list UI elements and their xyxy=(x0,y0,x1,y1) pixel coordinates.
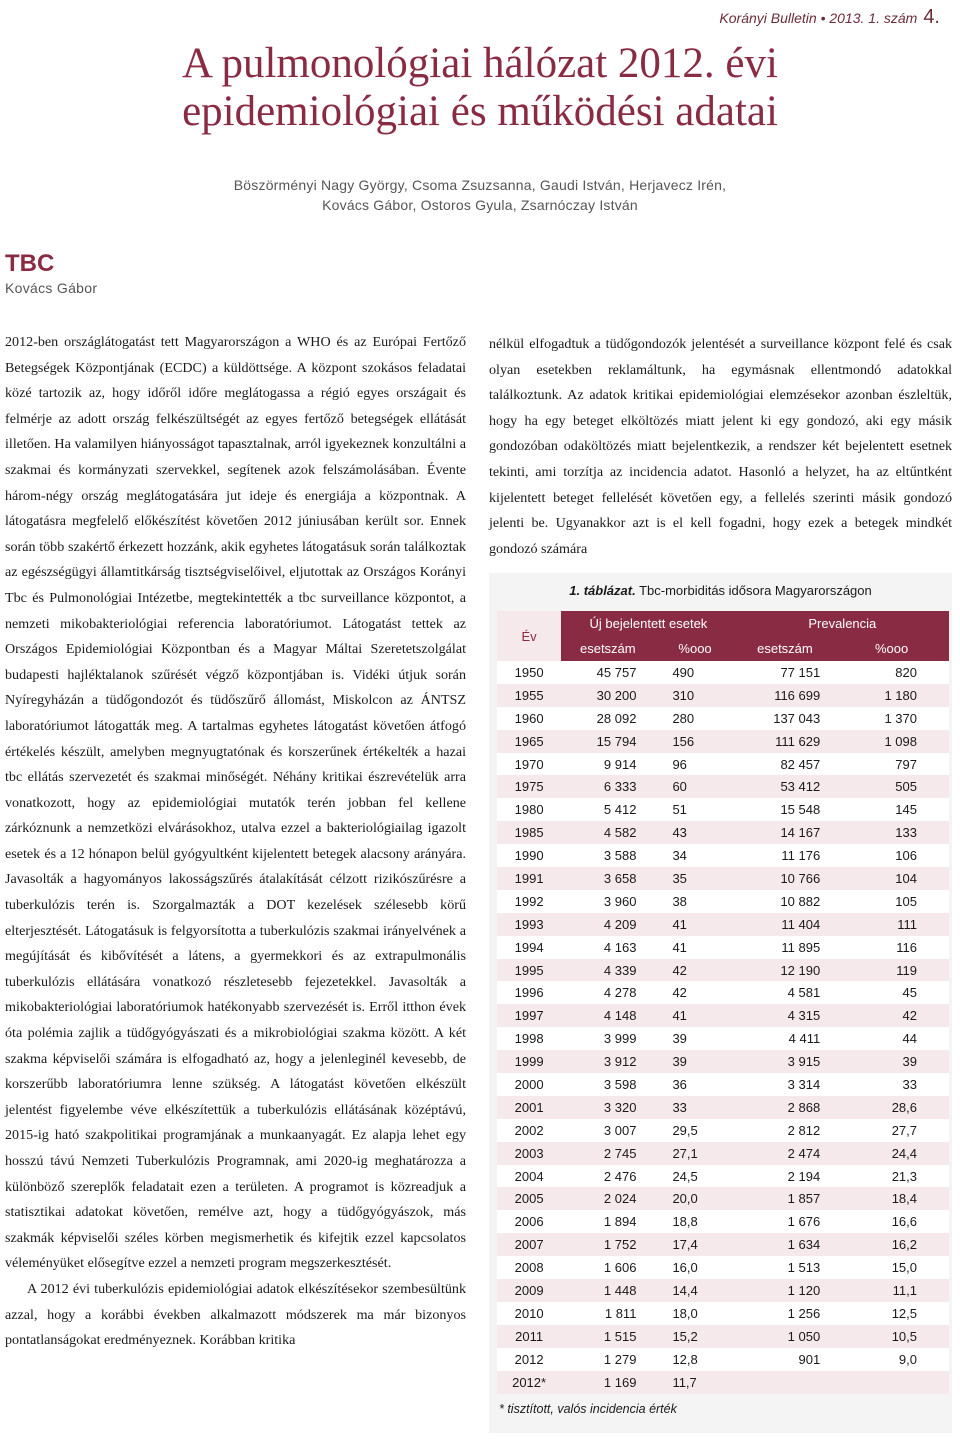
cell-new-rate: 29,5 xyxy=(654,1119,735,1142)
cell-prev-rate: 9,0 xyxy=(834,1348,949,1371)
left-column xyxy=(5,330,466,1354)
cell-prev-rate: 797 xyxy=(834,753,949,776)
cell-year: 1990 xyxy=(497,844,561,867)
cell-prev-rate: 27,7 xyxy=(834,1119,949,1142)
cell-prev-rate: 42 xyxy=(834,1004,949,1027)
cell-year: 1970 xyxy=(497,753,561,776)
cell-prev-count: 4 315 xyxy=(736,1004,835,1027)
cell-prev-count: 10 882 xyxy=(736,890,835,913)
cell-new-count: 30 200 xyxy=(561,684,654,707)
cell-prev-count xyxy=(736,1371,835,1394)
table-row xyxy=(497,890,949,913)
cell-year: 1998 xyxy=(497,1027,561,1050)
paragraph: 2012-ben országlátogatást tett Magyarországon a WHO és az Európai Fertőző Betegségek Központjának (ECDC) a küldöttsége. A központ szokásos feladatai közé tartozik az, hogy időről időre meglátogassa a régió egyes országait és felmérje az adott ország felkészültségét az egyes fertőző betegségek ellátását illetően. Ha valamilyen hiányosságot tapasztalnak, arról igyekeznek konzultálni a szakmai és kormányzati szervekkel, segítenek azok felszámolásában. Évente három-négy ország meglátogatására jut ideje és energiája a központnak. A látogatásra megfelelő előkészítést követően 2012 júniusában került sor. Ennek során több szakértő érkezett hozzánk, akik egyhetes látogatásuk során találkoztak az egészségügyi államtitkárság tisztségviselőivel, eljutottak az Országos Korányi Tbc és Pulmonológiai Intézetbe, megtekintették a tbc surveillance központot, a nemzeti mikobakteriológiai referencia laboratóriumot. Látogatást tettek az Országos Epidemiológiai Központban és a Magyar Máltai Szeretetszolgálat budapesti hajléktalanok szűrését végző központjában is. Vidéki útjuk során Nyíregyházán a tüdőgondozót és tüdőszűrő állomást, Miskolcon az ÁNTSZ laboratóriumot látogatták meg. A tartalmas egyhetes látogatást követően átfogó értékelés készült, amelyben megnyugtatónak és korszerűnek értékelték a hazai tbc ellátás szervezetét és szakmai minőségét. Néhány kritikai észrevételük arra vonatkozott, hogy az epidemiológiai mutatók terén jobban fel kellene zárkóznunk a nemzetközi elvárásokhoz, utalva ezzel a bakteriológiailag igazolt esetek és a 12 hónapon belül gyógyultként kijelentett betegek alacsony arányára. Javasolták a hagyományos lakosságszűrés átalakítását célzott rizikószűrésre a tuberkulózis terén is. Szorgalmazták a DOT kezelések szélesebb körű elterjesztését. Látogatásuk is felgyorsította a tuberkulózis szakmai irányelvének a megújítását és kibővítését a látens, a gyermekkori és az extrapulmonális tuberkulózis ellátására vonatkozó részletesebb fejezetekkel. Javasolták a mikobakteriológiai laboratóriumok hatékonyabb szervezését is. Erről itthon évek óta polémia zajlik a tüdőgyógyászati és a mikrobiológiai szakma között. A két szakma képviselői számára is elfogadható az, hogy a jelenleginél kevesebb, de korszerűbb laboratóriumra lenne szükség. A látogatást követően elkészült jelentést figyelembe véve elkészítettük a tuberkulózis ellátásának középtávú, 2015-ig ható szakpolitikai programjának a munkaanyagát. Ez alapja lehet egy hosszú távú Nemzeti Tuberkulózis Programnak, ami 2020-ig meghatározza a különböző szereplők feladatait ezen a területen. A programot is közreadjuk a statisztikai adatokat követően, remélve azt, hogy a tüdőgyógyászok, más szakmák képviselői széles körben megismerhetik és kifejtik ezzel kapcsolatos véleményüket elősegítve ezzel a nemzeti program megszerkesztését. xyxy=(5,334,466,1272)
cell-year: 2007 xyxy=(497,1233,561,1256)
cell-year: 1991 xyxy=(497,867,561,890)
cell-new-count: 1 752 xyxy=(561,1233,654,1256)
cell-new-rate: 20,0 xyxy=(654,1187,735,1210)
table-row xyxy=(497,1096,949,1119)
cell-prev-count: 1 256 xyxy=(736,1302,835,1325)
cell-new-rate: 33 xyxy=(654,1096,735,1119)
cell-prev-count: 137 043 xyxy=(736,707,835,730)
cell-year: 2005 xyxy=(497,1187,561,1210)
cell-new-count: 9 914 xyxy=(561,753,654,776)
cell-new-rate: 43 xyxy=(654,821,735,844)
cell-new-count: 3 960 xyxy=(561,890,654,913)
cell-new-count: 3 007 xyxy=(561,1119,654,1142)
table-row xyxy=(497,1142,949,1165)
cell-prev-count: 4 581 xyxy=(736,981,835,1004)
right-column xyxy=(489,332,952,562)
cell-prev-rate: 44 xyxy=(834,1027,949,1050)
cell-new-rate: 36 xyxy=(654,1073,735,1096)
cell-new-count: 4 163 xyxy=(561,936,654,959)
cell-prev-rate: 111 xyxy=(834,913,949,936)
cell-prev-rate: 16,6 xyxy=(834,1210,949,1233)
cell-new-count: 4 582 xyxy=(561,821,654,844)
cell-prev-count: 14 167 xyxy=(736,821,835,844)
paragraph: nélkül elfogadtuk a tüdőgondozók jelentését a surveillance központ felé és csak olyan esetekben reklamáltunk, ha egymásnak ellentmondó adatokkal találkoztunk. Az adatok kritikai epidemiológiai elemzésekor azonban észleltük, hogy ha egy beteget elköltözés miatt jelent ki egy gondozó, aki egy másik gondozóban odaköltözés miatt bejelentkezik, a rendszer két bejelentett esetnek tekinti, ami torzítja az incidencia adatot. Hasonló a helyzet, ha az eltűntként kijelentett beteget fellelését követően egy, a fellelés szerinti másik gondozó jelenti be. Ugyanakkor azt is el kell fogadni, hogy ezek a betegek mindkét gondozó számára xyxy=(489,336,952,557)
cell-prev-count: 3 314 xyxy=(736,1073,835,1096)
cell-new-rate: 156 xyxy=(654,730,735,753)
bulletin-title: Korányi Bulletin • 2013. 1. szám xyxy=(719,10,918,26)
cell-new-rate: 18,0 xyxy=(654,1302,735,1325)
title-line-2: epidemiológiai és működési adatai xyxy=(182,88,778,135)
cell-new-count: 4 278 xyxy=(561,981,654,1004)
cell-prev-rate: 45 xyxy=(834,981,949,1004)
table-row xyxy=(497,684,949,707)
group-prevalence-header: Prevalencia xyxy=(736,611,949,636)
cell-prev-rate: 28,6 xyxy=(834,1096,949,1119)
cell-year: 2004 xyxy=(497,1165,561,1188)
cell-year: 2011 xyxy=(497,1325,561,1348)
cell-new-count: 1 279 xyxy=(561,1348,654,1371)
group-new-cases-header: Új bejelentett esetek xyxy=(561,611,735,636)
cell-prev-count: 11 404 xyxy=(736,913,835,936)
cell-prev-rate: 820 xyxy=(834,661,949,684)
cell-new-rate: 41 xyxy=(654,1004,735,1027)
cell-year: 2000 xyxy=(497,1073,561,1096)
cell-year: 2008 xyxy=(497,1256,561,1279)
cell-prev-rate: 33 xyxy=(834,1073,949,1096)
cell-new-rate: 41 xyxy=(654,936,735,959)
cell-year: 2009 xyxy=(497,1279,561,1302)
author-list xyxy=(0,175,960,215)
cell-new-count: 1 448 xyxy=(561,1279,654,1302)
cell-year: 1950 xyxy=(497,661,561,684)
cell-new-count: 6 333 xyxy=(561,775,654,798)
cell-prev-rate: 1 370 xyxy=(834,707,949,730)
sub-rate2-header: %ooo xyxy=(834,636,949,661)
sub-count2-header: esetszám xyxy=(736,636,835,661)
cell-year: 1997 xyxy=(497,1004,561,1027)
table-row xyxy=(497,1302,949,1325)
cell-year: 2012* xyxy=(497,1371,561,1394)
cell-year: 2001 xyxy=(497,1096,561,1119)
cell-year: 1985 xyxy=(497,821,561,844)
cell-prev-count: 15 548 xyxy=(736,798,835,821)
cell-new-count: 3 598 xyxy=(561,1073,654,1096)
cell-prev-rate: 1 098 xyxy=(834,730,949,753)
cell-new-count: 1 606 xyxy=(561,1256,654,1279)
cell-prev-count: 1 120 xyxy=(736,1279,835,1302)
cell-year: 1960 xyxy=(497,707,561,730)
cell-new-rate: 41 xyxy=(654,913,735,936)
cell-new-rate: 490 xyxy=(654,661,735,684)
cell-year: 1992 xyxy=(497,890,561,913)
sub-rate-header: %ooo xyxy=(654,636,735,661)
table-row xyxy=(497,1165,949,1188)
cell-prev-count: 77 151 xyxy=(736,661,835,684)
cell-new-rate: 38 xyxy=(654,890,735,913)
cell-year: 2003 xyxy=(497,1142,561,1165)
cell-prev-count: 82 457 xyxy=(736,753,835,776)
cell-year: 2002 xyxy=(497,1119,561,1142)
table-panel xyxy=(489,573,952,1433)
cell-new-count: 3 320 xyxy=(561,1096,654,1119)
table-row xyxy=(497,1233,949,1256)
cell-new-rate: 15,2 xyxy=(654,1325,735,1348)
cell-new-count: 2 476 xyxy=(561,1165,654,1188)
morbidity-table xyxy=(497,611,949,1394)
table-row xyxy=(497,1050,949,1073)
cell-prev-count: 1 857 xyxy=(736,1187,835,1210)
cell-prev-rate: 21,3 xyxy=(834,1165,949,1188)
cell-year: 2010 xyxy=(497,1302,561,1325)
table-row xyxy=(497,753,949,776)
table-row xyxy=(497,1256,949,1279)
cell-new-count: 45 757 xyxy=(561,661,654,684)
cell-new-rate: 34 xyxy=(654,844,735,867)
cell-year: 1996 xyxy=(497,981,561,1004)
cell-new-rate: 24,5 xyxy=(654,1165,735,1188)
cell-year: 2006 xyxy=(497,1210,561,1233)
cell-new-count: 1 894 xyxy=(561,1210,654,1233)
cell-prev-count: 2 812 xyxy=(736,1119,835,1142)
authors-line-1: Böszörményi Nagy György, Csoma Zsuzsanna, Gaudi István, Herjavecz Irén, xyxy=(233,177,727,193)
cell-prev-rate: 12,5 xyxy=(834,1302,949,1325)
cell-new-rate: 42 xyxy=(654,981,735,1004)
cell-new-rate: 17,4 xyxy=(654,1233,735,1256)
table-row xyxy=(497,1325,949,1348)
cell-prev-count: 11 176 xyxy=(736,844,835,867)
cell-prev-count: 2 868 xyxy=(736,1096,835,1119)
cell-prev-rate: 24,4 xyxy=(834,1142,949,1165)
cell-prev-count: 111 629 xyxy=(736,730,835,753)
cell-new-rate: 16,0 xyxy=(654,1256,735,1279)
cell-year: 1999 xyxy=(497,1050,561,1073)
cell-prev-count: 12 190 xyxy=(736,959,835,982)
table-row xyxy=(497,1119,949,1142)
cell-new-count: 2 024 xyxy=(561,1187,654,1210)
table-row xyxy=(497,1210,949,1233)
bulletin-header xyxy=(719,6,940,29)
cell-prev-count: 53 412 xyxy=(736,775,835,798)
table-row xyxy=(497,730,949,753)
table-row xyxy=(497,1004,949,1027)
cell-new-rate: 12,8 xyxy=(654,1348,735,1371)
cell-new-rate: 96 xyxy=(654,753,735,776)
cell-new-rate: 42 xyxy=(654,959,735,982)
cell-year: 1965 xyxy=(497,730,561,753)
cell-prev-rate: 116 xyxy=(834,936,949,959)
table-row xyxy=(497,867,949,890)
cell-prev-rate: 106 xyxy=(834,844,949,867)
cell-prev-count: 901 xyxy=(736,1348,835,1371)
table-row xyxy=(497,775,949,798)
table-row xyxy=(497,1279,949,1302)
authors-line-2: Kovács Gábor, Ostoros Gyula, Zsarnóczay István xyxy=(322,197,638,213)
table-row xyxy=(497,981,949,1004)
cell-new-count: 3 999 xyxy=(561,1027,654,1050)
cell-prev-rate: 145 xyxy=(834,798,949,821)
table-body xyxy=(497,661,949,1394)
cell-prev-count: 2 474 xyxy=(736,1142,835,1165)
table-row xyxy=(497,1027,949,1050)
table-row xyxy=(497,707,949,730)
table-caption-text: Tbc-morbiditás idősora Magyarországon xyxy=(639,583,872,598)
table-row xyxy=(497,1187,949,1210)
cell-new-count: 3 912 xyxy=(561,1050,654,1073)
cell-new-count: 5 412 xyxy=(561,798,654,821)
cell-prev-count: 1 050 xyxy=(736,1325,835,1348)
cell-year: 1980 xyxy=(497,798,561,821)
cell-year: 1955 xyxy=(497,684,561,707)
table-row xyxy=(497,661,949,684)
cell-prev-rate xyxy=(834,1371,949,1394)
table-row xyxy=(497,936,949,959)
cell-prev-rate: 10,5 xyxy=(834,1325,949,1348)
col-year-header: Év xyxy=(497,611,561,661)
cell-prev-rate: 119 xyxy=(834,959,949,982)
table-row xyxy=(497,1348,949,1371)
cell-new-rate: 11,7 xyxy=(654,1371,735,1394)
table-row xyxy=(497,913,949,936)
cell-new-rate: 51 xyxy=(654,798,735,821)
table-row xyxy=(497,1371,949,1394)
table-row xyxy=(497,1073,949,1096)
cell-new-rate: 27,1 xyxy=(654,1142,735,1165)
cell-new-count: 2 745 xyxy=(561,1142,654,1165)
paragraph: A 2012 évi tuberkulózis epidemiológiai adatok elkészítésekor szembesültünk azzal, hogy a korábbi években alkalmazott módszerek ma már bizonyos pontatlanságokat eredményeznek. Korábban kritika xyxy=(5,1280,466,1349)
page-number: 4. xyxy=(923,6,940,28)
cell-new-count: 1 515 xyxy=(561,1325,654,1348)
cell-new-rate: 60 xyxy=(654,775,735,798)
table-row xyxy=(497,821,949,844)
cell-prev-count: 11 895 xyxy=(736,936,835,959)
cell-new-rate: 310 xyxy=(654,684,735,707)
cell-new-rate: 39 xyxy=(654,1027,735,1050)
cell-prev-rate: 11,1 xyxy=(834,1279,949,1302)
cell-prev-count: 4 411 xyxy=(736,1027,835,1050)
cell-new-count: 4 209 xyxy=(561,913,654,936)
cell-prev-count: 3 915 xyxy=(736,1050,835,1073)
cell-year: 1995 xyxy=(497,959,561,982)
cell-new-rate: 18,8 xyxy=(654,1210,735,1233)
title-line-1: A pulmonológiai hálózat 2012. évi xyxy=(182,40,778,87)
table-footnote: * tisztított, valós incidencia érték xyxy=(499,1401,677,1416)
cell-prev-count: 116 699 xyxy=(736,684,835,707)
cell-new-rate: 39 xyxy=(654,1050,735,1073)
cell-new-count: 4 339 xyxy=(561,959,654,982)
table-caption-label: 1. táblázat. xyxy=(569,583,636,598)
cell-year: 1975 xyxy=(497,775,561,798)
cell-new-rate: 35 xyxy=(654,867,735,890)
cell-year: 2012 xyxy=(497,1348,561,1371)
cell-prev-rate: 15,0 xyxy=(834,1256,949,1279)
cell-new-count: 15 794 xyxy=(561,730,654,753)
cell-prev-rate: 505 xyxy=(834,775,949,798)
table-caption xyxy=(489,573,952,601)
cell-prev-count: 10 766 xyxy=(736,867,835,890)
cell-prev-rate: 104 xyxy=(834,867,949,890)
cell-prev-rate: 133 xyxy=(834,821,949,844)
section-title: TBC xyxy=(5,250,55,277)
cell-prev-rate: 18,4 xyxy=(834,1187,949,1210)
cell-new-count: 3 658 xyxy=(561,867,654,890)
table-row xyxy=(497,798,949,821)
table-row xyxy=(497,844,949,867)
cell-new-count: 4 148 xyxy=(561,1004,654,1027)
cell-new-count: 3 588 xyxy=(561,844,654,867)
cell-prev-rate: 16,2 xyxy=(834,1233,949,1256)
cell-prev-count: 2 194 xyxy=(736,1165,835,1188)
cell-new-count: 1 811 xyxy=(561,1302,654,1325)
cell-new-count: 1 169 xyxy=(561,1371,654,1394)
cell-new-rate: 280 xyxy=(654,707,735,730)
table-row xyxy=(497,959,949,982)
cell-prev-count: 1 513 xyxy=(736,1256,835,1279)
sub-count-header: esetszám xyxy=(561,636,654,661)
cell-prev-rate: 1 180 xyxy=(834,684,949,707)
cell-new-count: 28 092 xyxy=(561,707,654,730)
article-title xyxy=(0,40,960,136)
cell-prev-count: 1 634 xyxy=(736,1233,835,1256)
cell-prev-rate: 39 xyxy=(834,1050,949,1073)
cell-prev-count: 1 676 xyxy=(736,1210,835,1233)
cell-new-rate: 14,4 xyxy=(654,1279,735,1302)
section-author: Kovács Gábor xyxy=(5,280,98,296)
cell-year: 1994 xyxy=(497,936,561,959)
cell-year: 1993 xyxy=(497,913,561,936)
cell-prev-rate: 105 xyxy=(834,890,949,913)
